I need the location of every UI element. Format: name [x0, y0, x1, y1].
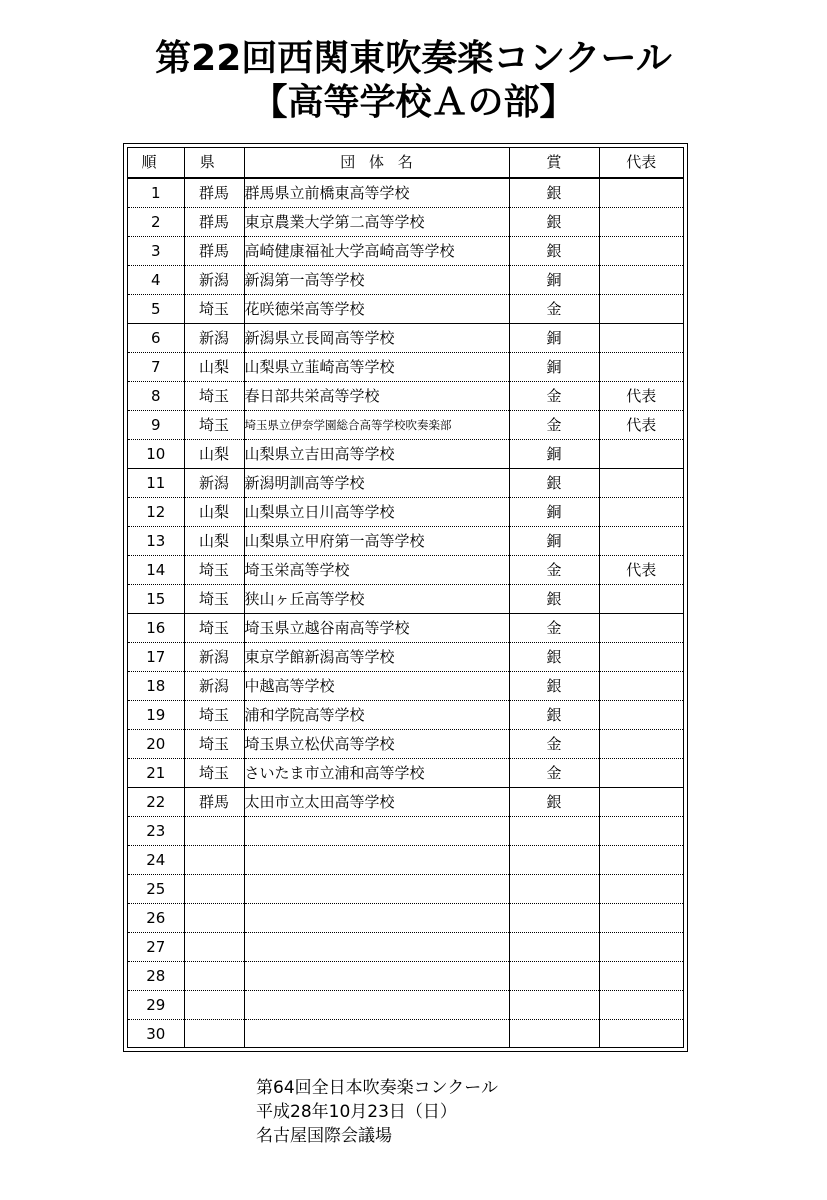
row-group-name: 浦和学院高等学校 [244, 701, 509, 730]
page-title: 第22回西関東吹奏楽コンクール [155, 38, 672, 79]
row-award [509, 846, 599, 875]
row-group-name: 狭山ヶ丘高等学校 [244, 585, 509, 614]
row-order: 2 [150, 213, 161, 231]
row-order: 24 [146, 851, 166, 869]
row-award: 銀 [509, 788, 599, 817]
table-row [128, 1020, 683, 1049]
row-prefecture: 群馬 [184, 788, 244, 817]
row-award [509, 991, 599, 1020]
event-date: 平成28年10月23日（日） [256, 1102, 457, 1122]
table-row [128, 614, 683, 643]
table-row [128, 788, 683, 817]
header-group-name: 団 体 名 [244, 148, 509, 178]
row-award: 銅 [509, 527, 599, 556]
row-group-name: 埼玉県立松伏高等学校 [244, 730, 509, 759]
table-row [128, 382, 683, 411]
row-representative [599, 208, 683, 237]
table-row [128, 585, 683, 614]
row-order: 29 [146, 996, 166, 1014]
row-order: 3 [150, 242, 161, 260]
header-row [128, 148, 683, 178]
row-award: 金 [509, 411, 599, 440]
row-order: 5 [150, 300, 161, 318]
row-prefecture: 埼玉 [184, 759, 244, 788]
row-group-name: 新潟県立長岡高等学校 [244, 324, 509, 353]
row-representative [599, 817, 683, 846]
results-table-container [127, 147, 684, 1048]
row-representative [599, 788, 683, 817]
row-representative [599, 846, 683, 875]
row-award: 金 [509, 295, 599, 324]
table-row [128, 875, 683, 904]
row-representative [599, 672, 683, 701]
row-group-name: 埼玉栄高等学校 [244, 556, 509, 585]
row-order: 26 [146, 909, 166, 927]
row-prefecture: 埼玉 [184, 382, 244, 411]
row-award: 銀 [509, 469, 599, 498]
row-award [509, 904, 599, 933]
table-row [128, 469, 683, 498]
table-row [128, 178, 683, 208]
row-group-name [244, 991, 509, 1020]
row-representative [599, 1020, 683, 1049]
table-row [128, 208, 683, 237]
row-representative [599, 701, 683, 730]
table-row [128, 411, 683, 440]
row-order: 20 [146, 735, 166, 753]
row-prefecture: 山梨 [184, 440, 244, 469]
table-row [128, 556, 683, 585]
row-award: 銀 [509, 672, 599, 701]
row-award [509, 817, 599, 846]
row-prefecture [184, 933, 244, 962]
row-prefecture: 群馬 [184, 237, 244, 266]
row-representative: 代表 [599, 411, 683, 440]
row-group-name: 中越高等学校 [244, 672, 509, 701]
row-prefecture: 埼玉 [184, 411, 244, 440]
row-prefecture: 新潟 [184, 469, 244, 498]
row-award [509, 1020, 599, 1049]
row-group-name [244, 933, 509, 962]
row-prefecture: 群馬 [184, 208, 244, 237]
table-row [128, 730, 683, 759]
row-award [509, 962, 599, 991]
row-group-name: 東京農業大学第二高等学校 [244, 208, 509, 237]
row-representative [599, 527, 683, 556]
row-order: 23 [146, 822, 166, 840]
row-group-name: 太田市立太田高等学校 [244, 788, 509, 817]
row-award: 金 [509, 382, 599, 411]
row-prefecture: 山梨 [184, 498, 244, 527]
row-group-name [244, 904, 509, 933]
row-group-name: 花咲徳栄高等学校 [244, 295, 509, 324]
row-prefecture: 新潟 [184, 643, 244, 672]
row-order: 28 [146, 967, 166, 985]
row-representative [599, 759, 683, 788]
row-order: 9 [150, 416, 161, 434]
row-order: 22 [146, 793, 166, 811]
table-row [128, 672, 683, 701]
row-prefecture [184, 1020, 244, 1049]
table-row [128, 324, 683, 353]
row-prefecture: 埼玉 [184, 295, 244, 324]
row-award: 銅 [509, 266, 599, 295]
row-representative [599, 237, 683, 266]
table-row [128, 701, 683, 730]
row-group-name: 山梨県立吉田高等学校 [244, 440, 509, 469]
row-prefecture [184, 846, 244, 875]
row-group-name [244, 846, 509, 875]
row-award: 銅 [509, 324, 599, 353]
row-award: 銀 [509, 208, 599, 237]
table-row [128, 498, 683, 527]
row-prefecture: 埼玉 [184, 730, 244, 759]
row-group-name: 新潟明訓高等学校 [244, 469, 509, 498]
row-order: 21 [146, 764, 166, 782]
row-order: 6 [150, 329, 161, 347]
row-group-name: 埼玉県立越谷南高等学校 [244, 614, 509, 643]
row-group-name: さいたま市立浦和高等学校 [244, 759, 509, 788]
row-order: 18 [146, 677, 166, 695]
row-order: 17 [146, 648, 166, 666]
row-order: 16 [146, 619, 166, 637]
row-group-name [244, 1020, 509, 1049]
row-prefecture [184, 962, 244, 991]
row-representative: 代表 [599, 556, 683, 585]
row-award: 銀 [509, 701, 599, 730]
event-venue: 名古屋国際会議場 [256, 1126, 392, 1146]
row-prefecture [184, 904, 244, 933]
row-representative [599, 469, 683, 498]
table-row [128, 643, 683, 672]
row-representative [599, 498, 683, 527]
table-row [128, 527, 683, 556]
event-name: 第64回全日本吹奏楽コンクール [256, 1078, 498, 1098]
row-prefecture: 新潟 [184, 324, 244, 353]
table-row [128, 846, 683, 875]
row-order: 14 [146, 561, 166, 579]
row-prefecture: 新潟 [184, 266, 244, 295]
row-representative [599, 904, 683, 933]
table-row [128, 295, 683, 324]
table-row [128, 933, 683, 962]
row-representative [599, 730, 683, 759]
row-award: 銅 [509, 353, 599, 382]
results-table [128, 148, 683, 1048]
row-award [509, 875, 599, 904]
row-order: 27 [146, 938, 166, 956]
row-award: 金 [509, 730, 599, 759]
row-representative [599, 585, 683, 614]
table-row [128, 759, 683, 788]
row-representative [599, 324, 683, 353]
row-representative [599, 962, 683, 991]
row-group-name: 春日部共栄高等学校 [244, 382, 509, 411]
row-prefecture: 群馬 [184, 178, 244, 208]
row-prefecture [184, 875, 244, 904]
header-prefecture: 県 [184, 148, 244, 178]
header-award: 賞 [509, 148, 599, 178]
results-table-frame [123, 143, 688, 1052]
row-prefecture: 新潟 [184, 672, 244, 701]
row-prefecture [184, 991, 244, 1020]
table-row [128, 817, 683, 846]
row-group-name: 山梨県立甲府第一高等学校 [244, 527, 509, 556]
row-order: 12 [146, 503, 166, 521]
row-representative [599, 991, 683, 1020]
header-representative: 代表 [599, 148, 683, 178]
row-award: 金 [509, 556, 599, 585]
event-info [256, 1076, 498, 1148]
row-prefecture: 埼玉 [184, 556, 244, 585]
row-group-name [244, 875, 509, 904]
header-order: 順 [128, 148, 184, 178]
row-group-name: 山梨県立日川高等学校 [244, 498, 509, 527]
row-representative [599, 643, 683, 672]
row-order: 19 [146, 706, 166, 724]
row-representative [599, 353, 683, 382]
row-order: 25 [146, 880, 166, 898]
row-prefecture: 山梨 [184, 527, 244, 556]
row-representative [599, 266, 683, 295]
row-order: 30 [146, 1025, 166, 1043]
row-order: 4 [150, 271, 161, 289]
row-award: 銅 [509, 498, 599, 527]
row-award: 金 [509, 759, 599, 788]
row-order: 13 [146, 532, 166, 550]
row-group-name [244, 962, 509, 991]
row-order: 15 [146, 590, 166, 608]
row-group-name: 埼玉県立伊奈学園総合高等学校吹奏楽部 [244, 411, 509, 440]
row-order: 1 [150, 184, 161, 202]
page-subtitle: 【高等学校Ａの部】 [251, 82, 576, 123]
row-award: 金 [509, 614, 599, 643]
row-representative: 代表 [599, 382, 683, 411]
table-row [128, 904, 683, 933]
row-prefecture: 埼玉 [184, 614, 244, 643]
table-row [128, 440, 683, 469]
row-order: 7 [150, 358, 161, 376]
row-representative [599, 933, 683, 962]
row-award: 銀 [509, 643, 599, 672]
row-group-name: 群馬県立前橋東高等学校 [244, 178, 509, 208]
row-award: 銅 [509, 440, 599, 469]
row-representative [599, 295, 683, 324]
table-row [128, 962, 683, 991]
row-award: 銀 [509, 585, 599, 614]
row-representative [599, 875, 683, 904]
row-prefecture: 埼玉 [184, 701, 244, 730]
row-group-name: 東京学館新潟高等学校 [244, 643, 509, 672]
table-row [128, 237, 683, 266]
row-group-name [244, 817, 509, 846]
row-award: 銀 [509, 178, 599, 208]
row-representative [599, 614, 683, 643]
table-row [128, 353, 683, 382]
row-group-name: 山梨県立韮崎高等学校 [244, 353, 509, 382]
row-representative [599, 178, 683, 208]
row-award: 銀 [509, 237, 599, 266]
row-award [509, 933, 599, 962]
results-body [128, 178, 683, 1048]
row-order: 11 [146, 474, 166, 492]
row-prefecture: 埼玉 [184, 585, 244, 614]
table-row [128, 266, 683, 295]
row-representative [599, 440, 683, 469]
row-order: 10 [146, 445, 166, 463]
row-group-name: 高崎健康福祉大学高崎高等学校 [244, 237, 509, 266]
row-order: 8 [150, 387, 161, 405]
table-row [128, 991, 683, 1020]
row-prefecture [184, 817, 244, 846]
row-group-name: 新潟第一高等学校 [244, 266, 509, 295]
row-prefecture: 山梨 [184, 353, 244, 382]
